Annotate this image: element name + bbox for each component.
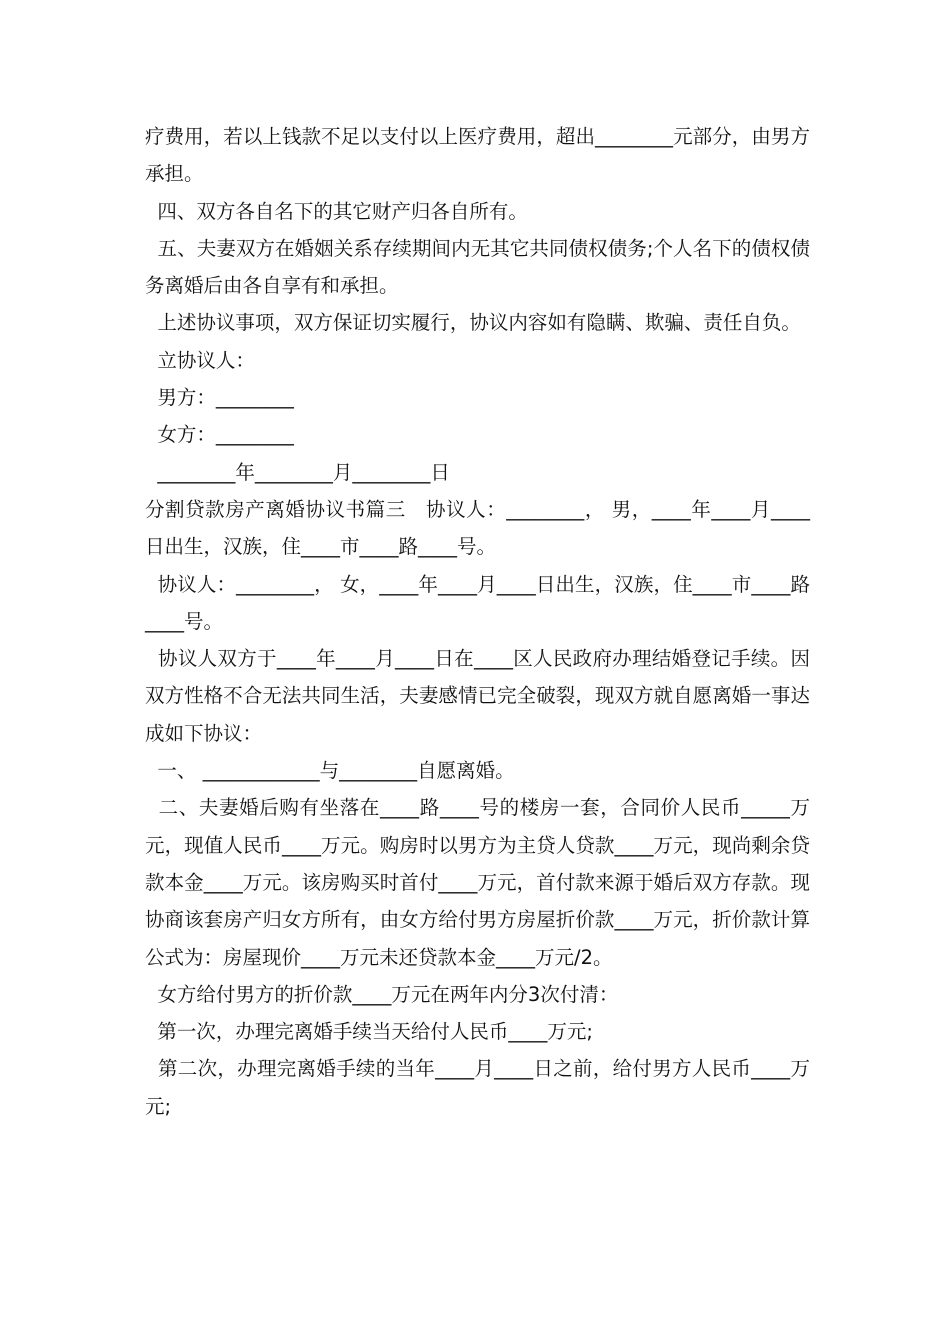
paragraph-11: 协议人双方于____年____月____日在____区人民政府办理结婚登记手续。因双方性格不合无法共同生活，夫妻感情已完全破裂，现双方就自愿离婚一事达成如下协议： [145, 647, 810, 745]
paragraph-2: 四、双方各自名下的其它财产归各自所有。 [145, 199, 528, 223]
paragraph-5: 立协议人： [145, 348, 255, 372]
paragraph-12: 一、 ____________与________自愿离婚。 [145, 759, 515, 783]
document-body [145, 118, 810, 1125]
paragraph-16: 第二次，办理完离婚手续的当年____月____日之前，给付男方人民币____万元; [145, 1057, 810, 1118]
paragraph-3: 五、夫妻双方在婚姻关系存续期间内无其它共同债权债务;个人名下的债权债务离婚后由各自享有和承担。 [145, 236, 810, 298]
paragraph-9: 分割贷款房产离婚协议书篇三 协议人：________， 男，____年____月____日出生，汉族，住____市____路____号。 [145, 497, 810, 559]
paragraph-7: 女方：________ [145, 423, 294, 447]
paragraph-6: 男方：________ [145, 386, 294, 410]
paragraph-1: 疗费用，若以上钱款不足以支付以上医疗费用，超出________元部分，由男方承担。 [145, 125, 810, 186]
paragraph-10: 协议人：________， 女，____年____月____日出生，汉族，住____市____路____号。 [145, 572, 811, 633]
paragraph-15: 第一次，办理完离婚手续当天给付人民币____万元; [145, 1020, 593, 1044]
paragraph-14: 女方给付男方的折价款____万元在两年内分3次付清： [145, 982, 619, 1006]
paragraph-13: 二、夫妻婚后购有坐落在____路____号的楼房一套，合同价人民币_____万元，现值人民币____万元。购房时以男方为主贷人贷款____万元，现尚剩余贷款本金____万元。该房购买时首付____万元，首付款来源于婚后双方存款。现协商该套房产归女方所有，由女方给付男方房屋折价款____万元，折价款计算公式为：房屋现价____万元未还贷款本金____万元/2。 [145, 796, 810, 969]
paragraph-8: ________年________月________日 [145, 460, 450, 484]
paragraph-4: 上述协议事项，双方保证切实履行，协议内容如有隐瞒、欺骗、责任自负。 [145, 311, 801, 335]
